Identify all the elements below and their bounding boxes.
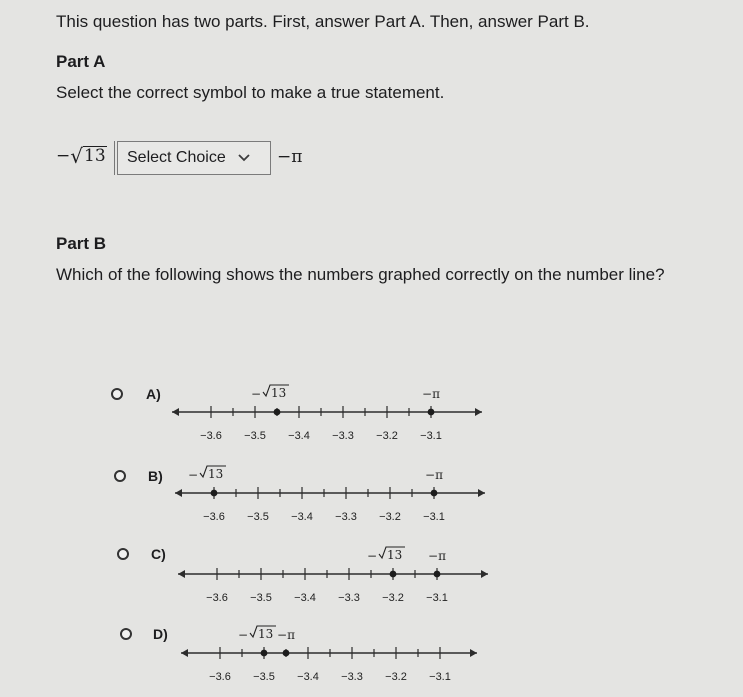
- tick-label: −3.6: [203, 511, 225, 523]
- tick-label: −3.4: [294, 592, 316, 604]
- radicand: 13: [84, 146, 106, 166]
- minus-sign: −: [56, 146, 71, 166]
- part-a-prompt: Select the correct symbol to make a true statement.: [56, 83, 445, 102]
- number-line-a: [172, 385, 482, 442]
- plotted-point: [390, 571, 397, 578]
- intro-text: This question has two parts. First, answer Part A. Then, answer Part B.: [56, 12, 590, 31]
- tick-label: −3.1: [420, 430, 442, 442]
- option-d-label: D): [153, 626, 168, 642]
- plotted-point: [274, 409, 281, 416]
- plotted-point: [434, 571, 441, 578]
- left-arrow-icon: [175, 489, 182, 497]
- plotted-point: [261, 650, 268, 657]
- tick-label: −3.5: [253, 671, 275, 683]
- label-radicand: 13: [258, 627, 274, 641]
- sqrt13-point-label: [251, 385, 289, 401]
- part-b-prompt: Which of the following shows the numbers graphed correctly on the number line?: [56, 265, 665, 284]
- label-minus: −: [187, 468, 198, 482]
- tick-label: −3.3: [338, 592, 360, 604]
- plotted-point: [428, 409, 435, 416]
- select-value: Select Choice: [127, 149, 226, 166]
- tick-label: −3.5: [247, 511, 269, 523]
- tick-label: −3.6: [200, 430, 222, 442]
- label-minus: −: [366, 549, 377, 563]
- sqrt13-point-label: [367, 547, 405, 563]
- tick-label: −3.2: [385, 671, 407, 683]
- left-arrow-icon: [172, 408, 179, 416]
- label-radicand: 13: [387, 548, 403, 562]
- right-arrow-icon: [470, 649, 477, 657]
- tick-label: −3.5: [250, 592, 272, 604]
- right-arrow-icon: [481, 570, 488, 578]
- part-a-heading: Part A: [56, 52, 106, 71]
- right-arrow-icon: [475, 408, 482, 416]
- label-radicand: 13: [271, 386, 287, 400]
- tick-label: −3.3: [335, 511, 357, 523]
- left-arrow-icon: [178, 570, 185, 578]
- radical-sign: √: [70, 144, 83, 168]
- neg-pi-point-label: −π: [422, 387, 440, 401]
- tick-label: −3.6: [209, 671, 231, 683]
- neg-pi-point-label: −π: [428, 549, 446, 563]
- tick-label: −3.6: [206, 592, 228, 604]
- number-line-c: [178, 547, 488, 604]
- option-a-label: A): [146, 386, 161, 402]
- right-arrow-icon: [478, 489, 485, 497]
- sqrt13-point-label: [188, 466, 226, 482]
- plotted-point: [211, 490, 218, 497]
- tick-label: −3.5: [244, 430, 266, 442]
- label-minus: −: [237, 628, 248, 642]
- tick-label: −3.1: [423, 511, 445, 523]
- tick-label: −3.4: [297, 671, 319, 683]
- tick-label: −3.3: [341, 671, 363, 683]
- neg-pi-point-label: −π: [277, 628, 295, 642]
- plotted-point: [283, 650, 290, 657]
- neg-pi-point-label: −π: [425, 468, 443, 482]
- left-arrow-icon: [181, 649, 188, 657]
- tick-label: −3.4: [291, 511, 313, 523]
- number-line-b: [175, 466, 485, 523]
- tick-label: −3.3: [332, 430, 354, 442]
- tick-label: −3.1: [426, 592, 448, 604]
- neg-pi-expression: −π: [277, 147, 303, 167]
- tick-label: −3.2: [382, 592, 404, 604]
- tick-label: −3.2: [379, 511, 401, 523]
- part-b-heading: Part B: [56, 234, 107, 253]
- tick-label: −3.1: [429, 671, 451, 683]
- sqrt13-point-label: [238, 626, 276, 642]
- plotted-point: [431, 490, 438, 497]
- label-radicand: 13: [208, 467, 224, 481]
- option-b-label: B): [148, 468, 163, 484]
- tick-label: −3.4: [288, 430, 310, 442]
- label-minus: −: [250, 387, 261, 401]
- option-c-label: C): [151, 546, 166, 562]
- tick-label: −3.2: [376, 430, 398, 442]
- number-line-d: [181, 626, 477, 683]
